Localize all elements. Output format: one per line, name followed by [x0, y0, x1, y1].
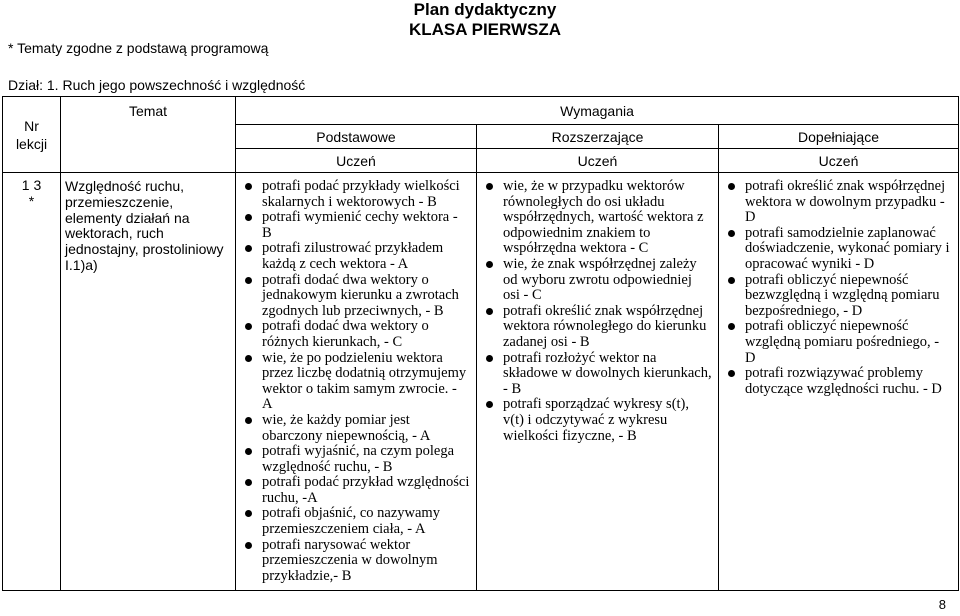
supplementary-requirements	[719, 173, 959, 591]
class-title: KLASA PIERWSZA	[408, 20, 562, 39]
header-nr: Nr lekcji	[3, 97, 61, 173]
section-heading: Dział: 1. Ruch jego powszechność i względność	[8, 77, 306, 93]
lesson-number: 1 3 *	[3, 173, 61, 591]
extended-requirement-item: potrafi rozłożyć wektor na składowe w dowolnych kierunkach, - B	[481, 351, 712, 398]
basic-requirement-item: potrafi podać przykład względności ruchu, -A	[240, 475, 470, 506]
requirements-table	[2, 96, 959, 591]
basic-requirement-item: potrafi dodać dwa wektory o jednakowym kierunku a zwrotach zgodnych lub przeciwnych, - B	[240, 273, 470, 320]
header-podstawowe: Podstawowe	[236, 125, 477, 149]
header-wymagania: Wymagania	[236, 97, 959, 125]
header-rozszerzajace: Rozszerzające	[477, 125, 719, 149]
extended-requirement-item: potrafi sporządzać wykresy s(t), v(t) i odczytywać z wykresu wielkości fizyczne, - B	[481, 397, 712, 444]
header-uczen-dopelniajace: Uczeń	[719, 149, 959, 173]
supplementary-requirement-item: potrafi rozwiązywać problemy dotyczące względności ruchu. - D	[723, 366, 952, 397]
basic-requirement-item: potrafi podać przykłady wielkości skalarnych i wektorowych - B	[240, 179, 470, 210]
supplementary-requirement-item: potrafi samodzielnie zaplanować doświadczenie, wykonać pomiary i opracować wyniki - D	[723, 226, 952, 273]
extended-requirement-item: wie, że znak współrzędnej zależy od wyboru zwrotu odpowiedniej osi - C	[481, 257, 712, 304]
basic-requirement-item: potrafi dodać dwa wektory o różnych kierunkach, - C	[240, 319, 470, 350]
page-number: 8	[938, 597, 946, 612]
header-temat: Temat	[61, 97, 236, 173]
basic-requirement-item: potrafi objaśnić, co nazywamy przemieszczeniem ciała, - A	[240, 506, 470, 537]
basic-requirement-item: wie, że każdy pomiar jest obarczony niepewnością, - A	[240, 413, 470, 444]
header-uczen-podstawowe: Uczeń	[236, 149, 477, 173]
extended-requirement-item: potrafi określić znak współrzędnej wektora równoległego do kierunku zadanej osi - B	[481, 304, 712, 351]
basic-requirement-item: potrafi wymienić cechy wektora - B	[240, 210, 470, 241]
curriculum-note: * Tematy zgodne z podstawą programową	[8, 40, 269, 56]
extended-requirement-item: wie, że w przypadku wektorów równoległych do osi układu współrzędnych, wartość wektora z odpowiednim znakiem to współrzędna wektora - C	[481, 179, 712, 257]
plan-title: Plan dydaktyczny	[413, 0, 557, 19]
supplementary-requirement-item: potrafi obliczyć niepewność względną pomiaru pośredniego, - D	[723, 319, 952, 366]
basic-requirement-item: potrafi zilustrować przykładem każdą z cech wektora - A	[240, 241, 470, 272]
basic-requirements	[236, 173, 477, 591]
basic-requirement-item: potrafi wyjaśnić, na czym polega względność ruchu, - B	[240, 444, 470, 475]
lesson-topic: Względność ruchu, przemieszczenie, elementy działań na wektorach, ruch jednostajny, prostoliniowy I.1)a)	[61, 173, 236, 591]
supplementary-requirement-item: potrafi obliczyć niepewność bezwzględną i względną pomiaru bezpośredniego, - D	[723, 273, 952, 320]
supplementary-requirement-item: potrafi określić znak współrzędnej wektora w dowolnym przypadku - D	[723, 179, 952, 226]
basic-requirement-item: potrafi narysować wektor przemieszczenia w dowolnym przykładzie,- B	[240, 538, 470, 585]
header-uczen-rozszerzajace: Uczeń	[477, 149, 719, 173]
header-dopelniajace: Dopełniające	[719, 125, 959, 149]
basic-requirement-item: wie, że po podzieleniu wektora przez liczbę dodatnią otrzymujemy wektor o takim samym zwrocie. - A	[240, 351, 470, 413]
extended-requirements	[477, 173, 719, 591]
